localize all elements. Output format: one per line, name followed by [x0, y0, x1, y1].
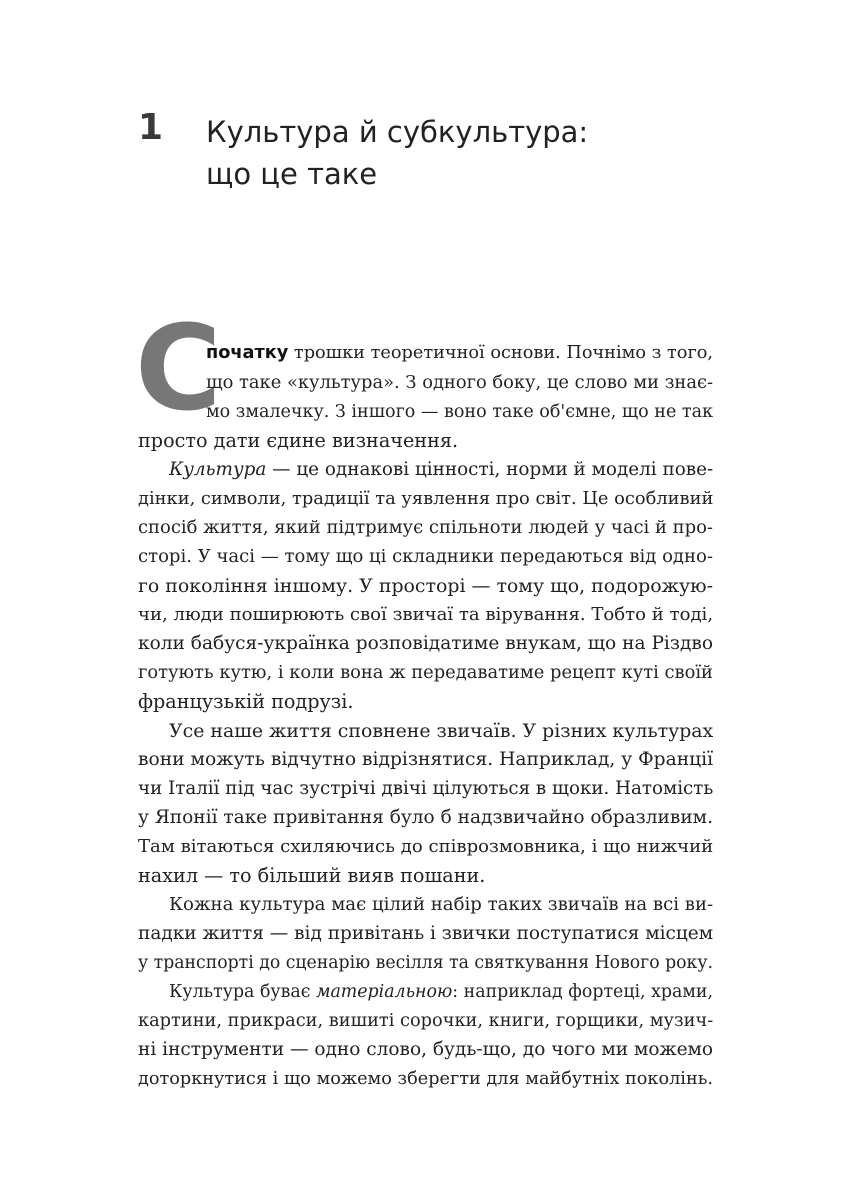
- para2-line-4: сторі. У часі — тому що ці складники передаються від одно-: [138, 546, 713, 567]
- para5-line-1-rest: : наприклад фортеці, храми,: [452, 982, 713, 1002]
- term-materialnoyu: матеріальною: [316, 982, 453, 1002]
- para4-line-1: Кожна культура має цілий набір таких звичаїв на всі ви-: [169, 894, 714, 915]
- para1-lead-word: початку: [206, 343, 289, 363]
- para1-line-1-rest: трошки теоретичної основи. Почнімо з того,: [288, 343, 713, 363]
- para3-line-4: у Японії таке привітання було б надзвичайно образливим.: [138, 807, 713, 828]
- para2-line-5: го покоління іншому. У просторі — тому що, подорожую-: [138, 575, 713, 597]
- para2-line-2: дінки, символи, традиції та уявлення про світ. Це особливий: [138, 488, 714, 509]
- para2-line-7: коли бабуся-українка розповідатиме внукам, що на Різдво: [138, 633, 713, 654]
- para2-line-1: [169, 456, 713, 484]
- para2-line-8: готують кутю, і коли вона ж передаватиме рецепт куті своїй: [138, 662, 713, 683]
- para1-line-3: мо змалечку. З іншого — воно таке об'ємне, що не так: [206, 402, 714, 422]
- para2-line-3: спосіб життя, який підтримує спільноти людей у часі й про-: [138, 517, 714, 538]
- para5-line-3: ні інструменти — одно слово, будь-що, до чого ми можемо: [138, 1039, 714, 1060]
- para5-line-1-start: Культура буває: [169, 982, 317, 1002]
- chapter-title-line-2: що це таке: [206, 157, 378, 191]
- para4-line-2: падки життя — від привітань і звички поступатися місцем: [138, 923, 714, 944]
- para3-line-3: чи Італії під час зустрічі двічі цілуються в щоки. Натомість: [138, 778, 714, 799]
- chapter-title-line-1: Культура й субкультура:: [206, 115, 589, 149]
- chapter-number: 1: [138, 107, 164, 148]
- para3-line-5: Там вітаються схиляючись до співрозмовника, і що нижчий: [138, 836, 714, 857]
- para3-line-1: Усе наше життя сповнене звичаїв. У різних культурах: [169, 720, 714, 742]
- para5-line-2: картини, прикраси, вишиті сорочки, книги, горщики, музич-: [138, 1011, 714, 1031]
- para3-line-6: нахил — то більший вияв пошани.: [138, 864, 486, 887]
- para1-line-1: [206, 339, 713, 367]
- para1-line-2: що таке «культура». З одного боку, це слово ми знає-: [206, 372, 714, 393]
- para5-line-4: доторкнутися і що можемо зберегти для майбутніх поколінь.: [138, 1069, 713, 1089]
- drop-cap: С: [135, 299, 222, 437]
- term-kultura: Культура: [169, 459, 267, 480]
- para2-line-1-rest: — це однакові цінності, норми й моделі пове-: [266, 459, 714, 480]
- para4-line-3: у транспорті до сценарію весілля та святкування Нового року.: [138, 953, 713, 973]
- para3-line-2: вони можуть відчутно відрізнятися. Наприклад, у Франції: [138, 749, 714, 770]
- para1-line-4: просто дати єдине визначення.: [138, 429, 459, 452]
- para2-line-9: французькій подрузі.: [138, 690, 354, 713]
- para5-line-1: [169, 978, 713, 1006]
- para2-line-6: чи, люди поширюють свої звичаї та вірування. Тобто й тоді,: [138, 604, 714, 625]
